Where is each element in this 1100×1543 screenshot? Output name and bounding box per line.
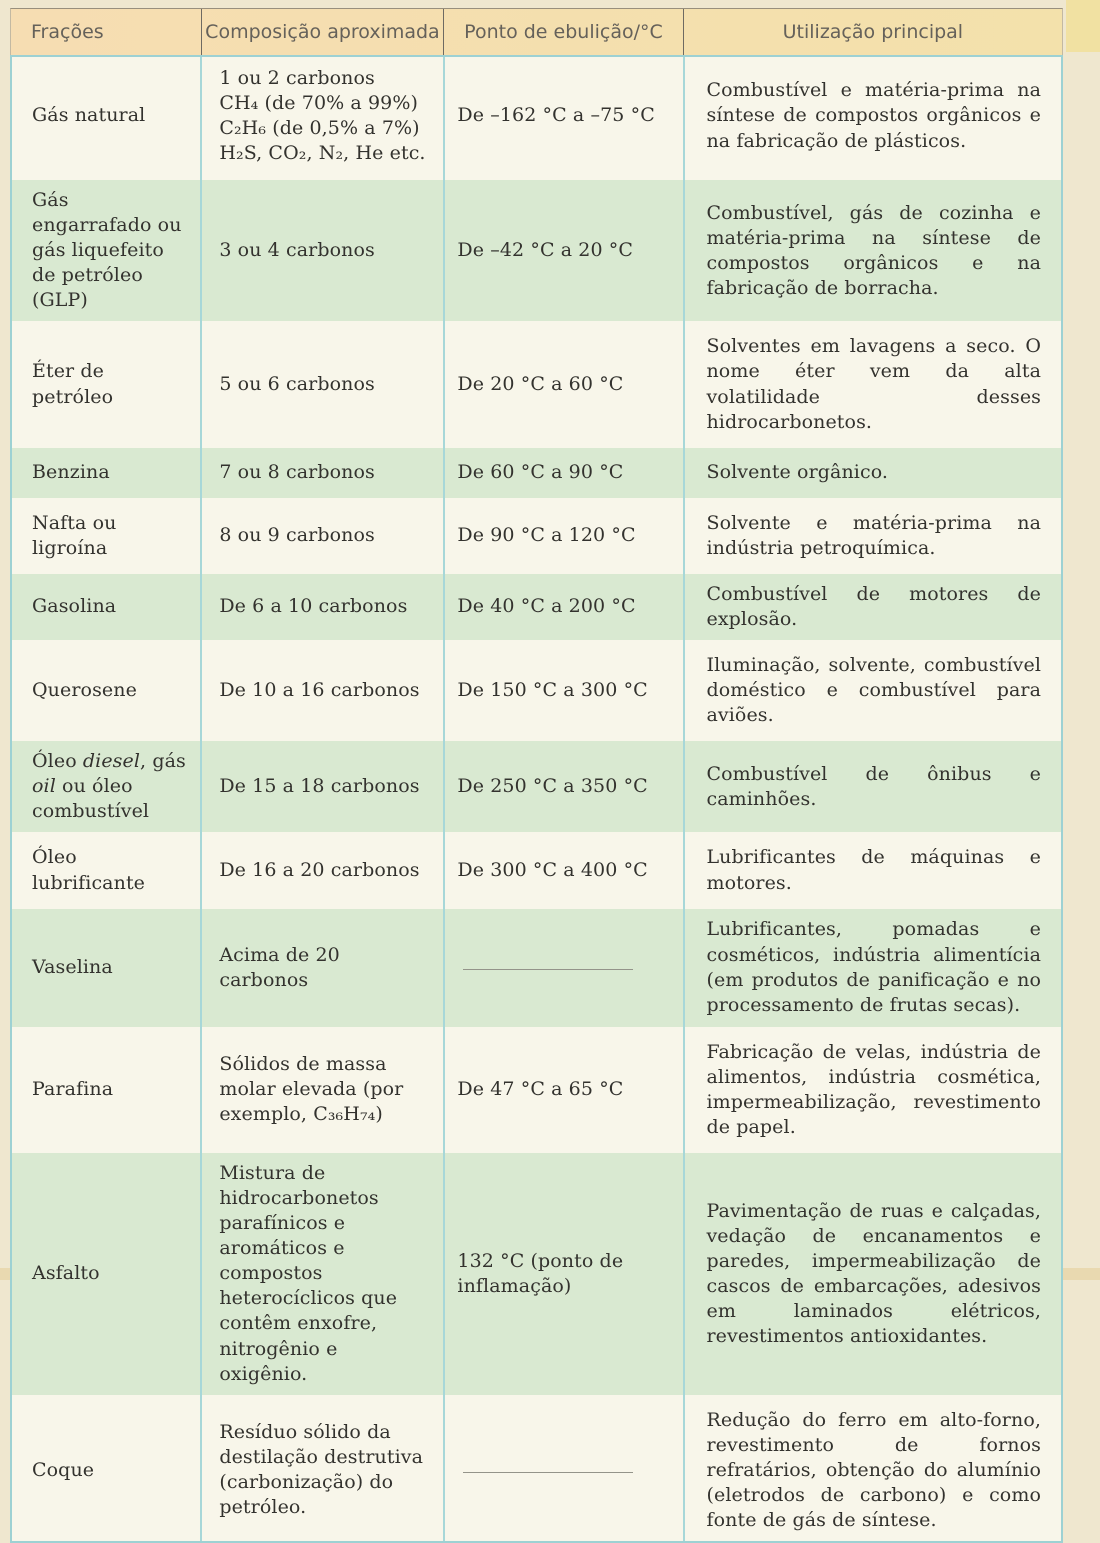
composition-cell — [201, 1400, 443, 1541]
composition-cell — [201, 909, 443, 1027]
fraction-cell — [12, 1153, 201, 1395]
fraction-name: Óleo diesel, gás oil ou óleo combustível — [32, 750, 186, 823]
boiling-range: De 300 °C a 400 °C — [457, 859, 648, 882]
table-row — [12, 645, 1061, 736]
fraction-cell — [12, 574, 201, 640]
fraction-name: Parafina — [32, 1078, 114, 1101]
table-row — [12, 1148, 1061, 1400]
boiling-cell — [443, 741, 682, 832]
usage-cell — [682, 741, 1061, 832]
composition-line: CH₄ (de 70% a 99%) — [219, 91, 419, 114]
header-main-use: Utilização principal — [683, 9, 1062, 55]
usage-text: Combustível e matéria-prima na síntese de compostos orgânicos e na fabricação de plásticos. — [706, 79, 1042, 152]
boiling-cell — [443, 837, 682, 903]
usage-cell — [682, 909, 1061, 1027]
usage-text: Fabricação de velas, indústria de alimentos, indústria cosmética, impermeabilização, revestimento de papel. — [706, 1040, 1042, 1138]
boiling-cell — [443, 1400, 682, 1541]
table-row — [12, 736, 1061, 837]
no-value-dash — [463, 1472, 633, 1473]
usage-text: Lubrificantes de máquinas e motores. — [706, 846, 1042, 894]
fraction-cell — [12, 909, 201, 1027]
usage-cell — [682, 574, 1061, 640]
fraction-cell — [12, 741, 201, 832]
boiling-cell — [443, 326, 682, 442]
composition-line: C₂H₆ (de 0,5% a 7%) — [219, 117, 420, 139]
boiling-cell — [443, 1032, 682, 1148]
usage-cell — [682, 1153, 1061, 1395]
fraction-name: Gás engarrafado ou gás liquefeito de petróleo (GLP) — [32, 189, 182, 312]
composition-line: Acima de 20 carbonos — [219, 943, 340, 991]
usage-cell — [682, 837, 1061, 903]
table-row — [12, 904, 1061, 1032]
composition-cell — [201, 837, 443, 903]
fraction-name: Éter de petróleo — [32, 360, 114, 408]
table-row — [12, 57, 1061, 175]
composition-cell — [201, 574, 443, 640]
composition-line: Sólidos de massa molar elevada (por exemplo, C₃₆H₇₄) — [219, 1053, 404, 1126]
usage-text: Redução do ferro em alto-forno, revestimento de fornos refratários, obtenção do alumínio (eletrodos de carbono) e como fonte de gás de síntese. — [706, 1408, 1042, 1531]
composition-line: De 6 a 10 carbonos — [219, 595, 408, 618]
boiling-range: De 20 °C a 60 °C — [457, 373, 624, 395]
boiling-cell — [443, 909, 682, 1027]
usage-text: Solvente e matéria-prima na indústria petroquímica. — [706, 511, 1042, 559]
boiling-cell — [443, 1153, 682, 1395]
usage-text: Combustível de motores de explosão. — [706, 582, 1042, 630]
fraction-cell — [12, 503, 201, 569]
composition-cell — [201, 1032, 443, 1148]
composition-line: H₂S, CO₂, N₂, He etc. — [219, 142, 426, 165]
usage-cell — [682, 180, 1061, 321]
composition-line: 3 ou 4 carbonos — [219, 239, 375, 262]
table-row — [12, 1032, 1061, 1148]
usage-cell — [682, 503, 1061, 569]
fraction-name: Vaselina — [32, 956, 113, 979]
table-header-row — [10, 8, 1063, 55]
composition-line: De 16 a 20 carbonos — [219, 859, 420, 882]
boiling-range: De 47 °C a 65 °C — [457, 1078, 624, 1101]
fraction-cell — [12, 180, 201, 321]
boiling-cell — [443, 57, 682, 175]
table-row — [12, 837, 1061, 903]
composition-cell — [201, 503, 443, 569]
table-row — [12, 1400, 1061, 1541]
composition-line: Resíduo sólido da destilação destrutiva (carbonização) do petróleo. — [219, 1421, 424, 1519]
fraction-name: Óleo lubrificante — [32, 846, 146, 894]
boiling-range: 132 °C (ponto de inflamação) — [457, 1249, 624, 1297]
fraction-cell — [12, 326, 201, 442]
composition-cell — [201, 448, 443, 498]
fraction-cell — [12, 57, 201, 175]
fraction-cell — [12, 645, 201, 736]
boiling-range: De –42 °C a 20 °C — [457, 239, 634, 262]
table-row — [12, 503, 1061, 569]
fraction-cell — [12, 1032, 201, 1148]
usage-text: Combustível de ônibus e caminhões. — [706, 762, 1042, 810]
usage-text: Iluminação, solvente, combustível doméstico e combustível para aviões. — [706, 654, 1042, 727]
usage-cell — [682, 1032, 1061, 1148]
page-margin-accent — [1066, 0, 1100, 52]
fraction-cell — [12, 1400, 201, 1541]
boiling-cell — [443, 503, 682, 569]
boiling-range: De 250 °C a 350 °C — [457, 775, 648, 798]
fraction-name: Coque — [32, 1458, 95, 1481]
boiling-range: De 150 °C a 300 °C — [457, 679, 648, 702]
boiling-range: De 90 °C a 120 °C — [457, 524, 636, 547]
fraction-name: Benzina — [32, 461, 110, 484]
no-value-dash — [463, 969, 633, 970]
composition-cell — [201, 741, 443, 832]
table-row — [12, 326, 1061, 442]
usage-text: Combustível, gás de cozinha e matéria-prima na síntese de compostos orgânicos e na fabricação de borracha. — [706, 201, 1042, 299]
usage-cell — [682, 448, 1061, 498]
header-fractions: Frações — [31, 21, 104, 43]
table-row — [12, 569, 1061, 645]
composition-cell — [201, 645, 443, 736]
boiling-range: De 60 °C a 90 °C — [457, 461, 624, 484]
boiling-range: De –162 °C a –75 °C — [457, 104, 655, 127]
usage-text: Solventes em lavagens a seco. O nome éter vem da alta volatilidade desses hidrocarbonetos. — [706, 335, 1042, 433]
boiling-cell — [443, 180, 682, 321]
usage-cell — [682, 326, 1061, 442]
fraction-cell — [12, 837, 201, 903]
usage-cell — [682, 57, 1061, 175]
boiling-range: De 40 °C a 200 °C — [457, 595, 636, 618]
header-boiling-point: Ponto de ebulição/°C — [443, 9, 683, 55]
composition-line: De 10 a 16 carbonos — [219, 679, 420, 702]
composition-cell — [201, 180, 443, 321]
composition-cell — [201, 57, 443, 175]
table-rows — [12, 57, 1061, 1541]
table-body — [10, 55, 1063, 1543]
composition-line: 7 ou 8 carbonos — [219, 461, 375, 484]
composition-line: 8 ou 9 carbonos — [219, 524, 375, 547]
usage-text: Pavimentação de ruas e calçadas, vedação de encanamentos e paredes, impermeabilização de cascos de embarcações, adesivos em laminados elétricos, revestimentos antioxidantes. — [706, 1199, 1042, 1347]
petroleum-fractions-table — [10, 8, 1063, 1543]
composition-line: Mistura de hidrocarbonetos parafínicos e aromáticos e compostos heterocíclicos que contêm enxofre, nitrogênio e oxigênio. — [219, 1161, 398, 1385]
composition-line: 1 ou 2 carbonos — [219, 66, 375, 89]
composition-line: De 15 a 18 carbonos — [219, 775, 420, 798]
header-composition: Composição aproximada — [201, 9, 444, 55]
fraction-name: Gás natural — [32, 104, 146, 127]
usage-cell — [682, 645, 1061, 736]
fraction-name: Querosene — [32, 679, 137, 702]
composition-cell — [201, 1153, 443, 1395]
table-row — [12, 175, 1061, 326]
usage-text: Solvente orgânico. — [706, 461, 889, 484]
fraction-name: Asfalto — [32, 1262, 100, 1285]
table-row — [12, 443, 1061, 503]
fraction-cell — [12, 448, 201, 498]
boiling-cell — [443, 448, 682, 498]
boiling-cell — [443, 645, 682, 736]
usage-cell — [682, 1400, 1061, 1541]
usage-text: Lubrificantes, pomadas e cosméticos, indústria alimentícia (em produtos de panificação e no processamento de frutas secas). — [706, 918, 1042, 1016]
boiling-cell — [443, 574, 682, 640]
composition-line: 5 ou 6 carbonos — [219, 373, 375, 395]
fraction-name: Nafta ou ligroína — [32, 511, 117, 559]
fraction-name: Gasolina — [32, 595, 117, 618]
composition-cell — [201, 326, 443, 442]
